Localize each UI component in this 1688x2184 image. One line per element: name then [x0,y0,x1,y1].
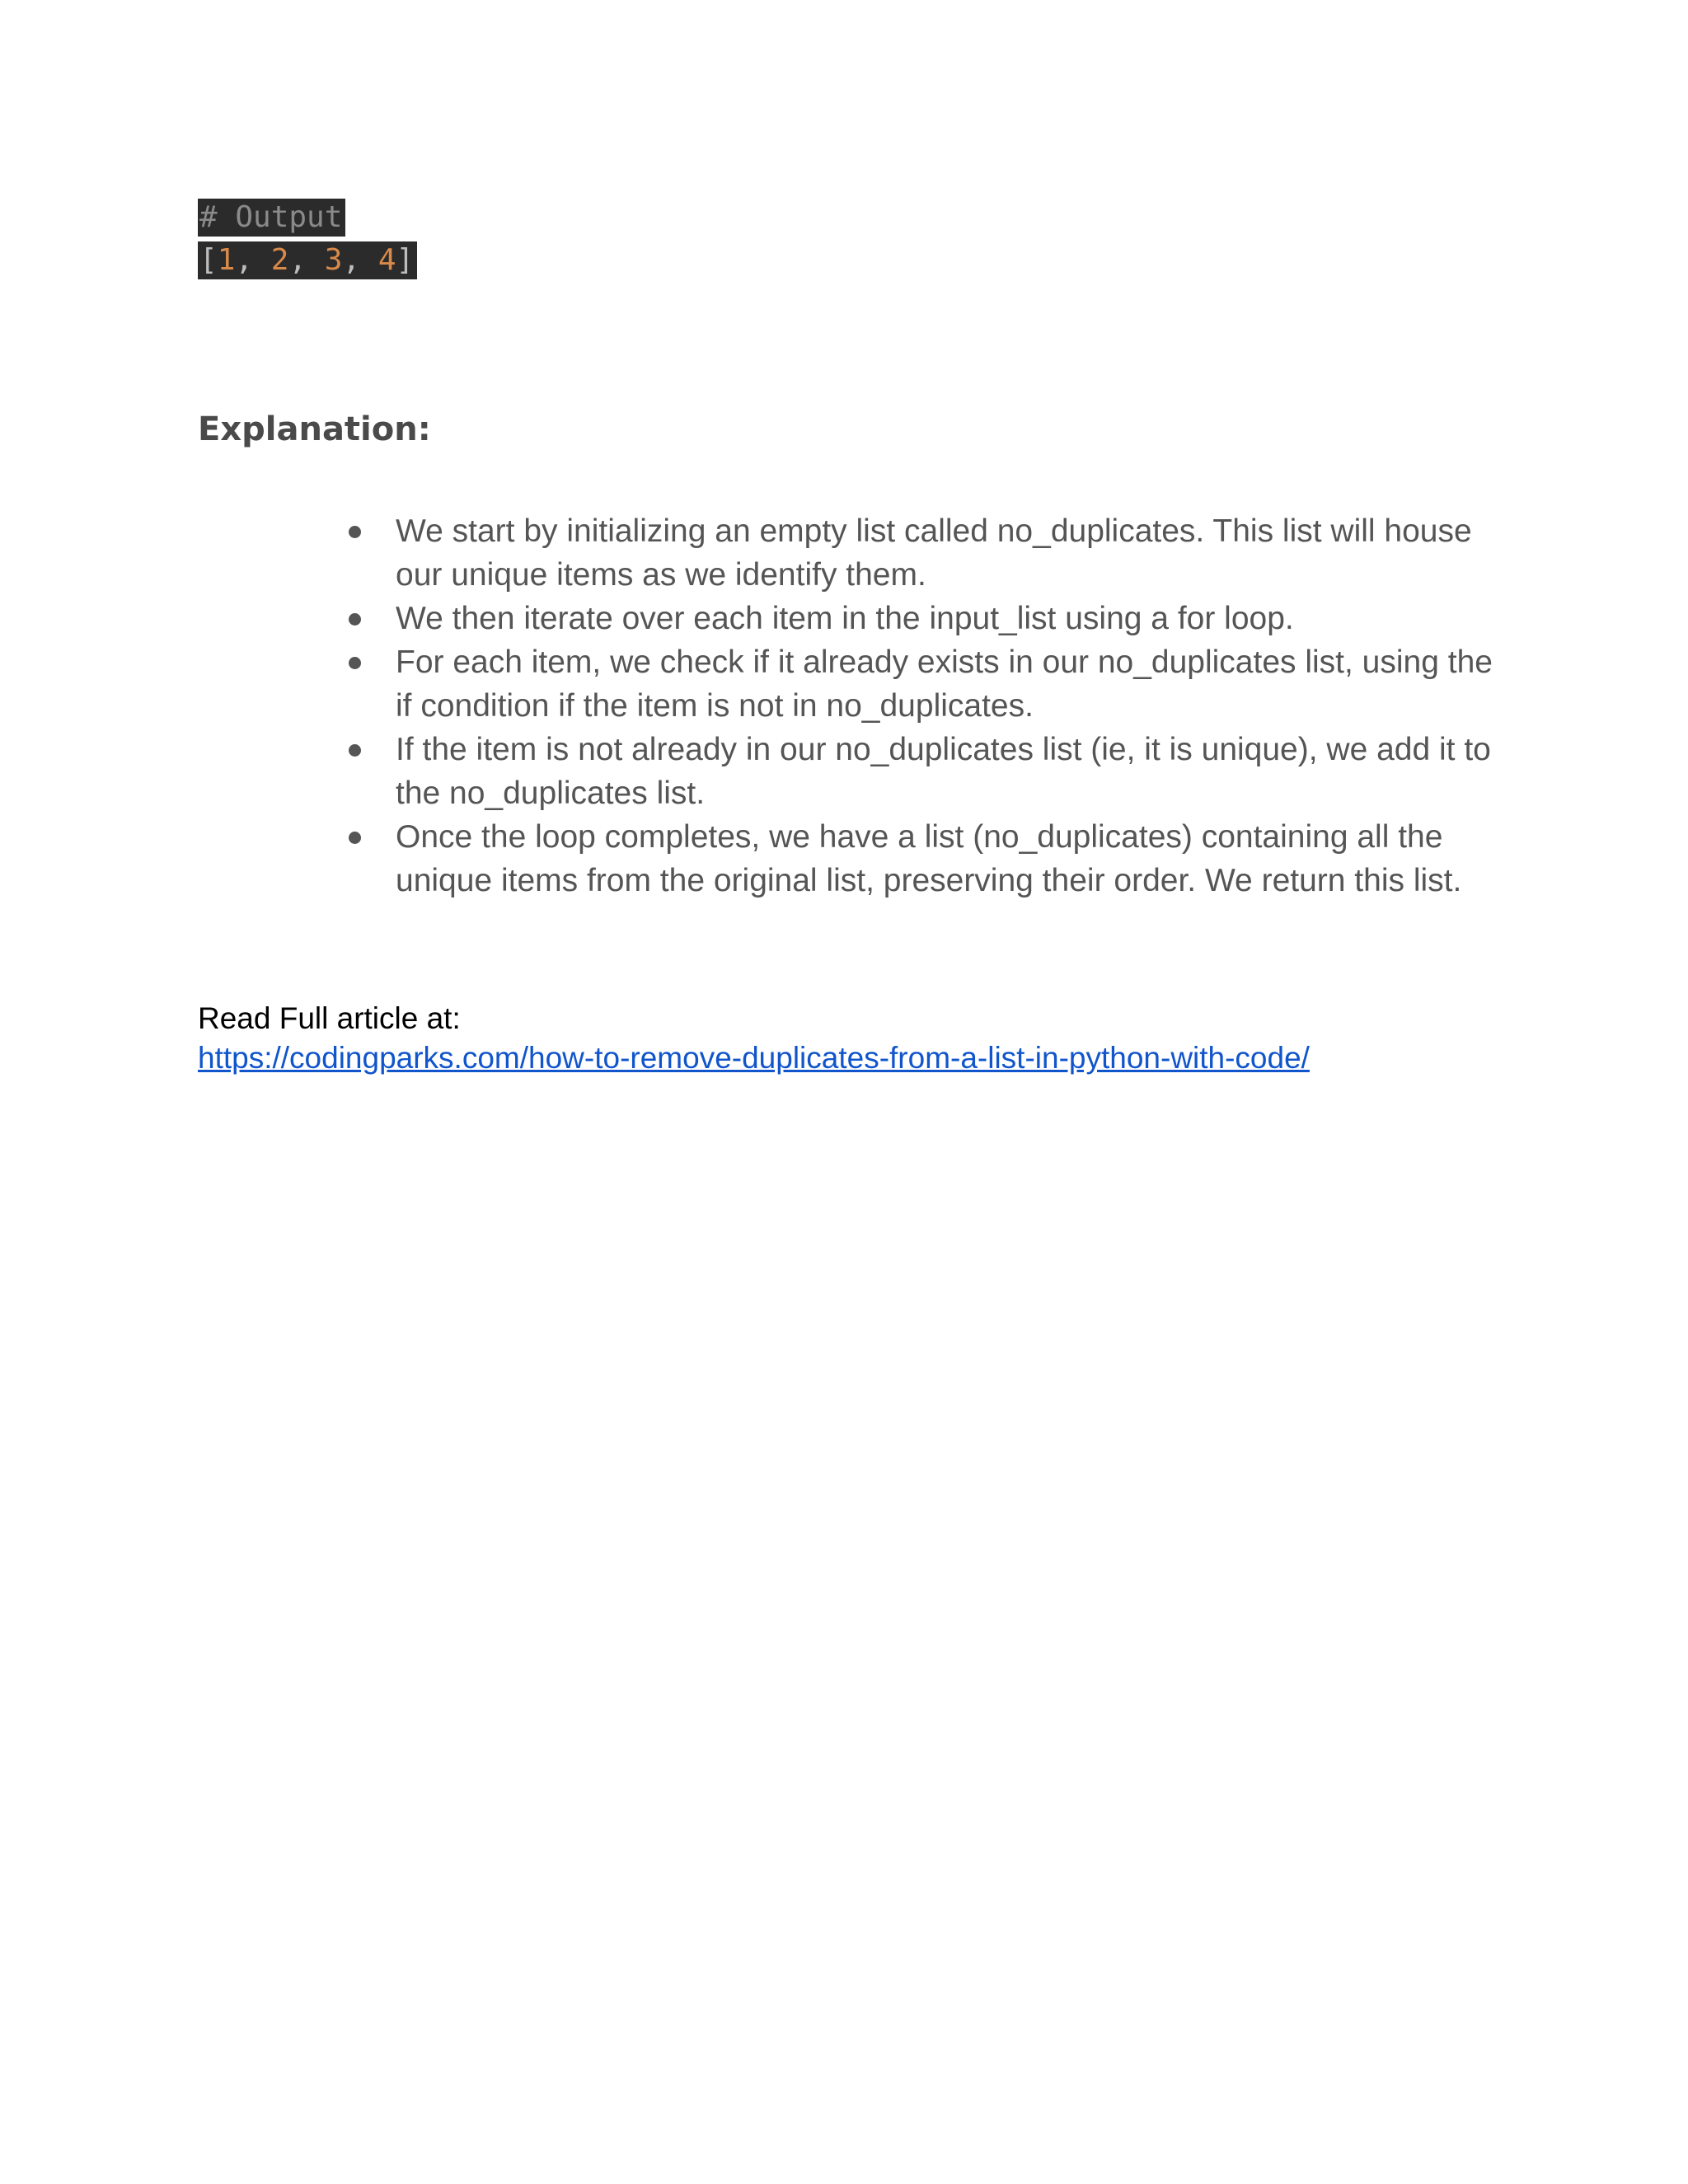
bullet-icon [349,526,361,538]
read-full-label: Read Full article at: [198,1001,461,1035]
code-number: 1 [217,243,236,277]
code-output-block [198,196,417,282]
list-item [346,815,1500,902]
code-separator: , [342,243,378,277]
code-open-bracket: [ [199,243,218,277]
article-link[interactable]: https://codingparks.com/how-to-remove-duplicates-from-a-list-in-python-with-code/ [198,1041,1310,1075]
list-item [346,597,1500,640]
list-item [346,640,1500,728]
code-separator: , [235,243,271,277]
bullet-icon [349,657,361,669]
list-item-text: We start by initializing an empty list called no_duplicates. This list will house our unique items as we identify them. [396,513,1472,593]
list-item-text: If the item is not already in our no_duplicates list (ie, it is unique), we add it to the no_duplicates list. [396,732,1491,811]
explanation-list [346,509,1500,902]
bullet-icon [349,613,361,626]
list-item [346,728,1500,815]
list-item-text: Once the loop completes, we have a list (no_duplicates) containing all the unique items from the original list, preserving their order. We return this list. [396,819,1462,898]
bullet-icon [349,744,361,757]
list-item-text: For each item, we check if it already exists in our no_duplicates list, using the if condition if the item is not in no_duplicates. [396,644,1493,724]
code-comment-line [198,196,417,239]
bullet-icon [349,832,361,844]
code-close-bracket: ] [396,243,415,277]
code-comment: # Output [199,200,343,234]
code-number: 4 [377,243,396,277]
list-item-text: We then iterate over each item in the input_list using a for loop. [396,601,1294,636]
explanation-heading: Explanation: [198,410,431,448]
list-item [346,509,1500,597]
code-list-line [198,239,417,282]
code-number: 2 [270,243,289,277]
code-separator: , [288,243,325,277]
code-number: 3 [324,243,343,277]
